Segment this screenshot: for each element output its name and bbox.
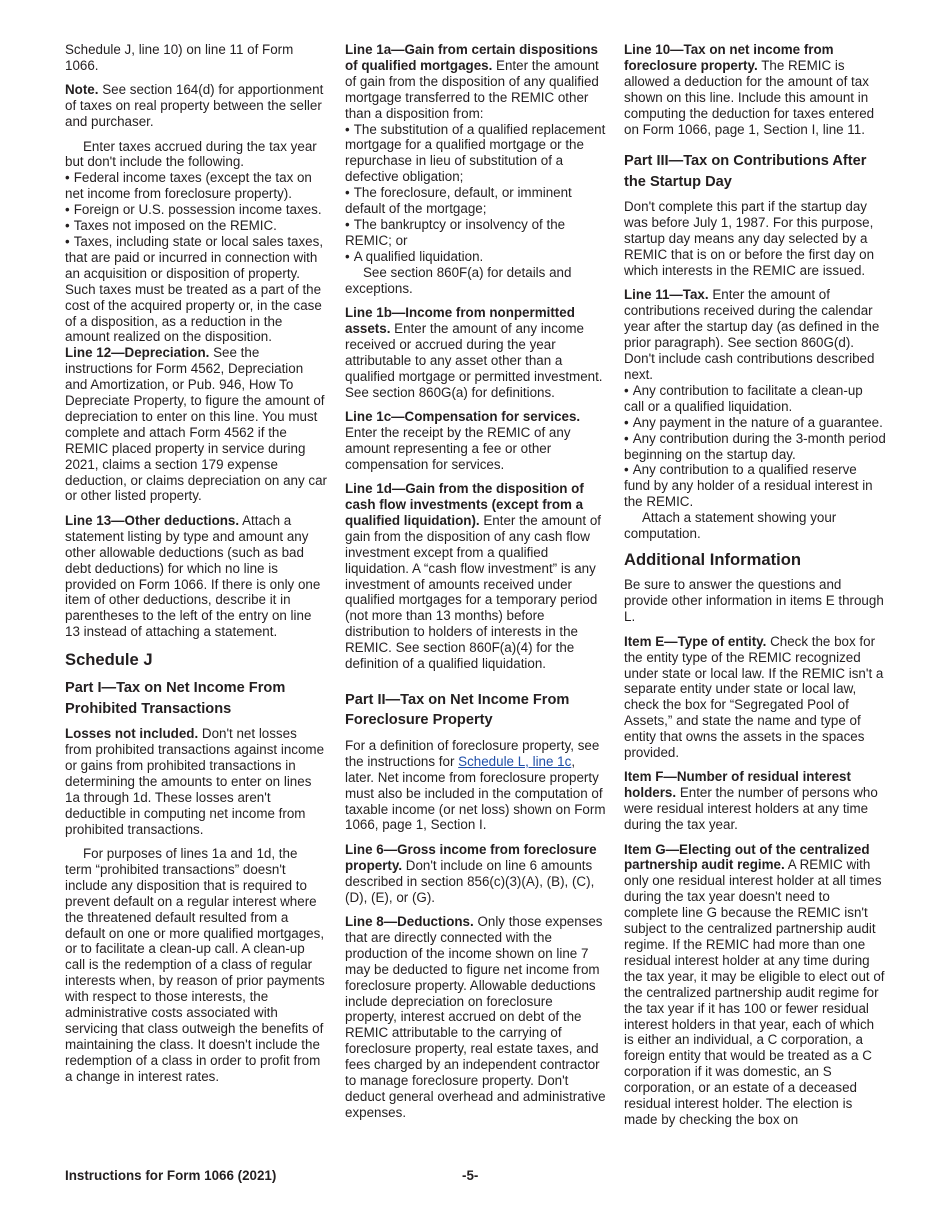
losses-label: Losses not included. [65, 726, 199, 742]
line13-text: Attach a statement listing by type and amount any other allowable deductions (such as bad debt deductions) for which no line is provided on Form 1066. If there is only one item of other deductions, describe it in parentheses to the left of the entry on line 13 instead of attaching a statement. [65, 512, 321, 640]
line10-label: Line 10—Tax on net income from foreclosure property. [624, 42, 834, 73]
item-g-label: Item G—Electing out of the centralized partnership audit regime. [624, 841, 870, 873]
foreclosure-definition-paragraph: For a definition of foreclosure property, see the instructions for Schedule L, line 1c, later. Net income from foreclosure property must also be included in the computation of taxable income (or net loss) shown on Form 1066, page 1, Section I. [345, 737, 606, 833]
line1d-paragraph [345, 481, 607, 672]
line1a-bullet-list [345, 122, 607, 265]
list-item: • Any contribution during the 3-month period beginning on the startup day. [624, 430, 886, 462]
line1a-label: Line 1a—Gain from certain dispositions of qualified mortgages. [345, 42, 598, 73]
losses-text: Don't net losses from prohibited transactions against income or gains from prohibited transactions in determining the amounts to enter on lines 1a through 1d. These losses aren't deductible in computing net income from prohibited transactions. [65, 726, 325, 837]
line1b-paragraph [345, 305, 607, 400]
attach-statement-paragraph: Attach a statement showing your computation. [624, 510, 837, 542]
bullet-icon: • [345, 248, 350, 264]
line6-paragraph [345, 842, 607, 906]
part-ii-heading: Part II—Tax on Net Income From Foreclosure Property [345, 691, 570, 729]
column-right [624, 42, 886, 1136]
item-e-text: Check the box for the entity type of the REMIC recognized under state or local law. If the REMIC isn't a separate entity under state or local law, check the box for “Segregated Pool of Assets,” and state the name and type of entity that owns the assets in the spaces provided. [624, 633, 884, 761]
line13-paragraph [65, 513, 327, 640]
line12-paragraph [65, 345, 327, 504]
bullet-icon: • [345, 216, 350, 232]
bullet-icon: • [65, 218, 70, 234]
note-text: See section 164(d) for apportionment of taxes on real property between the seller and purchaser. [65, 82, 324, 130]
line6-text: Don't include on line 6 amounts described in section 856(c)(3)(A), (B), (C), (D), (E), or (G). [345, 857, 595, 905]
item-g-text: A REMIC with only one residual interest holder at all times during the tax year doesn't need to complete line G because the REMIC isn't subject to the centralized partnership audit regime. If the REMIC had more than one residual interest holder at any time during the tax year, it may be eligible to elect out of the centralized partnership audit regime for the tax year if it has 100 or fewer residual interest holders in that year, each of which is either an individual, a C corporation, a foreign entity that would be treated as a C corporation if it was domestic, an S corporation, or an estate of a deceased residual interest holder. The election is made by checking the box on [624, 857, 885, 1127]
list-item: • Foreign or U.S. possession income taxes. [65, 202, 322, 218]
part-i-heading: Part I—Tax on Net Income From Prohibited Transactions [65, 680, 286, 717]
bullet-icon: • [65, 202, 70, 218]
purposes-paragraph: For purposes of lines 1a and 1d, the term “prohibited transactions” doesn't include any disposition that is required to prevent default on a regular interest where the threatened default resulted from a default on one or more qualified mortgages, or to facilitate a clean-up call. A clean-up call is the redemption of a class of regular interests when, by reason of prior payments with respect to those interests, the administrative costs associated with servicing that class outweigh the benefits of maintaining the class. It doesn't include the redemption of a class in order to profit from a change in interest rates. [65, 845, 325, 1084]
schedule-l-line1c-link[interactable]: Schedule L, line 1c [458, 753, 572, 769]
footer-page-number: -5- [462, 1168, 479, 1183]
bullet-icon: • [65, 170, 70, 186]
line1c-text: Enter the receipt by the REMIC of any amount representing a fee or other compensation for services. [345, 424, 571, 472]
bullet-icon: • [624, 462, 629, 478]
bullet-icon: • [65, 233, 70, 249]
list-item: • Any contribution to facilitate a clean-up call or a qualified liquidation. [624, 382, 863, 414]
line1a-text: Enter the amount of gain from the disposition of any qualified mortgage transferred to the REMIC other than a disposition from: [345, 57, 599, 121]
losses-paragraph [65, 726, 327, 837]
paragraph-continued: Schedule J, line 10) on line 11 of Form 1066. [65, 42, 294, 73]
note-label: Note. [65, 82, 99, 98]
line8-paragraph [345, 914, 607, 1121]
line11-label: Line 11—Tax. [624, 287, 709, 303]
item-f-label: Item F—Number of residual interest holders. [624, 769, 851, 801]
list-item: • Any payment in the nature of a guarantee. [624, 414, 883, 430]
line11-paragraph [624, 287, 886, 382]
line8-text: Only those expenses that are directly connected with the production of the income shown on line 7 may be deducted to figure net income from foreclosure property. Allowable deductions include depreciation on foreclosure property, interest accrued on debt of the REMIC attributable to the carrying of foreclosure property, real estate taxes, and fees charged by an independent contractor to manage foreclosure property. Don't deduct general overhead and administrative expenses. [345, 914, 606, 1120]
line10-text: The REMIC is allowed a deduction for the amount of tax shown on this line. Include this amount in computing the deduction for taxes entered on Form 1066, page 1, Section I, line 11. [624, 57, 875, 137]
list-item: • Taxes not imposed on the REMIC. [65, 218, 277, 234]
startup-paragraph: Don't complete this part if the startup day was before July 1, 1987. For this purpose, startup day means any day selected by a REMIC that is on or before the first day on which interests in the REMIC are issued. [624, 199, 875, 279]
bullet-icon: • [624, 430, 629, 446]
line1b-label: Line 1b—Income from nonpermitted assets. [345, 305, 575, 336]
line8-label: Line 8—Deductions. [345, 914, 474, 929]
list-item: • Taxes, including state or local sales taxes, that are paid or incurred in connection with an acquisition or disposition of property. Such taxes must be treated as a part of the cost of the acquired property or, in the case of a disposition, as a reduction in the amount realized on the disposition. [65, 233, 324, 345]
list-item: • The substitution of a qualified replacement mortgage for a qualified mortgage or the repurchase in lieu of substitution of a defective obligation; [345, 121, 606, 185]
bullet-icon: • [345, 121, 350, 137]
item-g-paragraph [624, 842, 886, 1128]
schedule-j-heading: Schedule J [65, 650, 153, 670]
item-e-label: Item E—Type of entity. [624, 633, 767, 649]
line1b-text: Enter the amount of any income received or accrued during the year attributable to any asset other than a qualified mortgage or permitted investment. See section 860G(a) for definitions. [345, 320, 603, 400]
line1c-paragraph [345, 409, 607, 473]
column-middle [345, 42, 607, 1129]
item-f-text: Enter the number of persons who were residual interest holders at any time during the tax year. [624, 785, 878, 833]
line6-label: Line 6—Gross income from foreclosure property. [345, 841, 597, 873]
line12-label: Line 12—Depreciation. [65, 345, 210, 361]
line13-label: Line 13—Other deductions. [65, 512, 240, 528]
line1d-label: Line 1d—Gain from the disposition of cash flow investments (except from a qualified liquidation). [345, 481, 584, 528]
taxes-bullet-list [65, 170, 327, 345]
list-item: • Any contribution to a qualified reserve fund by any holder of a residual interest in the REMIC. [624, 462, 873, 510]
note-paragraph [65, 82, 327, 130]
footer-form-title: Instructions for Form 1066 (2021) [65, 1168, 277, 1183]
list-item: • A qualified liquidation. [345, 248, 484, 264]
line10-paragraph [624, 42, 886, 137]
part-iii-heading: Part III—Tax on Contributions After the Startup Day [624, 153, 867, 190]
bullet-icon: • [345, 185, 350, 201]
additional-info-paragraph: Be sure to answer the questions and provide other information in items E through L. [624, 577, 884, 625]
line1d-text: Enter the amount of gain from the disposition of any cash flow investment except from a qualified liquidation. A “cash flow investment” is any investment of amounts received under qualified mortgages for a temporary period (not more than 13 months) before distribution to holders of interests in the REMIC. See section 860F(a)(4) for the definition of a qualified liquidation. [345, 512, 601, 672]
column-left [65, 42, 327, 1093]
list-item: • Federal income taxes (except the tax on net income from foreclosure property). [65, 170, 312, 202]
bullet-icon: • [624, 414, 629, 430]
bullet-icon: • [624, 382, 629, 398]
item-f-paragraph [624, 769, 886, 833]
item-e-paragraph [624, 634, 886, 761]
list-item: • The bankruptcy or insolvency of the REMIC; or [345, 216, 566, 248]
line1a-paragraph [345, 42, 607, 122]
line12-text: See the instructions for Form 4562, Depreciation and Amortization, or Pub. 946, How To Depreciate Property, to figure the amount of depreciation to enter on this line. You must complete and attach Form 4562 if the REMIC placed property in service during 2021, claims a section 179 expense deduction, or claims depreciation on any car or other listed property. [65, 345, 328, 504]
line11-text: Enter the amount of contributions received during the calendar year after the startup day (as defined in the prior paragraph). See section 860G(d). Don't include cash contributions described next. [624, 287, 880, 382]
taxes-intro: Enter taxes accrued during the tax year but don't include the following. [65, 138, 317, 170]
line11-bullet-list [624, 383, 886, 510]
list-item: • The foreclosure, default, or imminent default of the mortgage; [345, 185, 572, 217]
line1c-label: Line 1c—Compensation for services. [345, 408, 581, 424]
additional-information-heading: Additional Information [624, 550, 801, 570]
see-860f-paragraph: See section 860F(a) for details and exceptions. [345, 264, 572, 296]
